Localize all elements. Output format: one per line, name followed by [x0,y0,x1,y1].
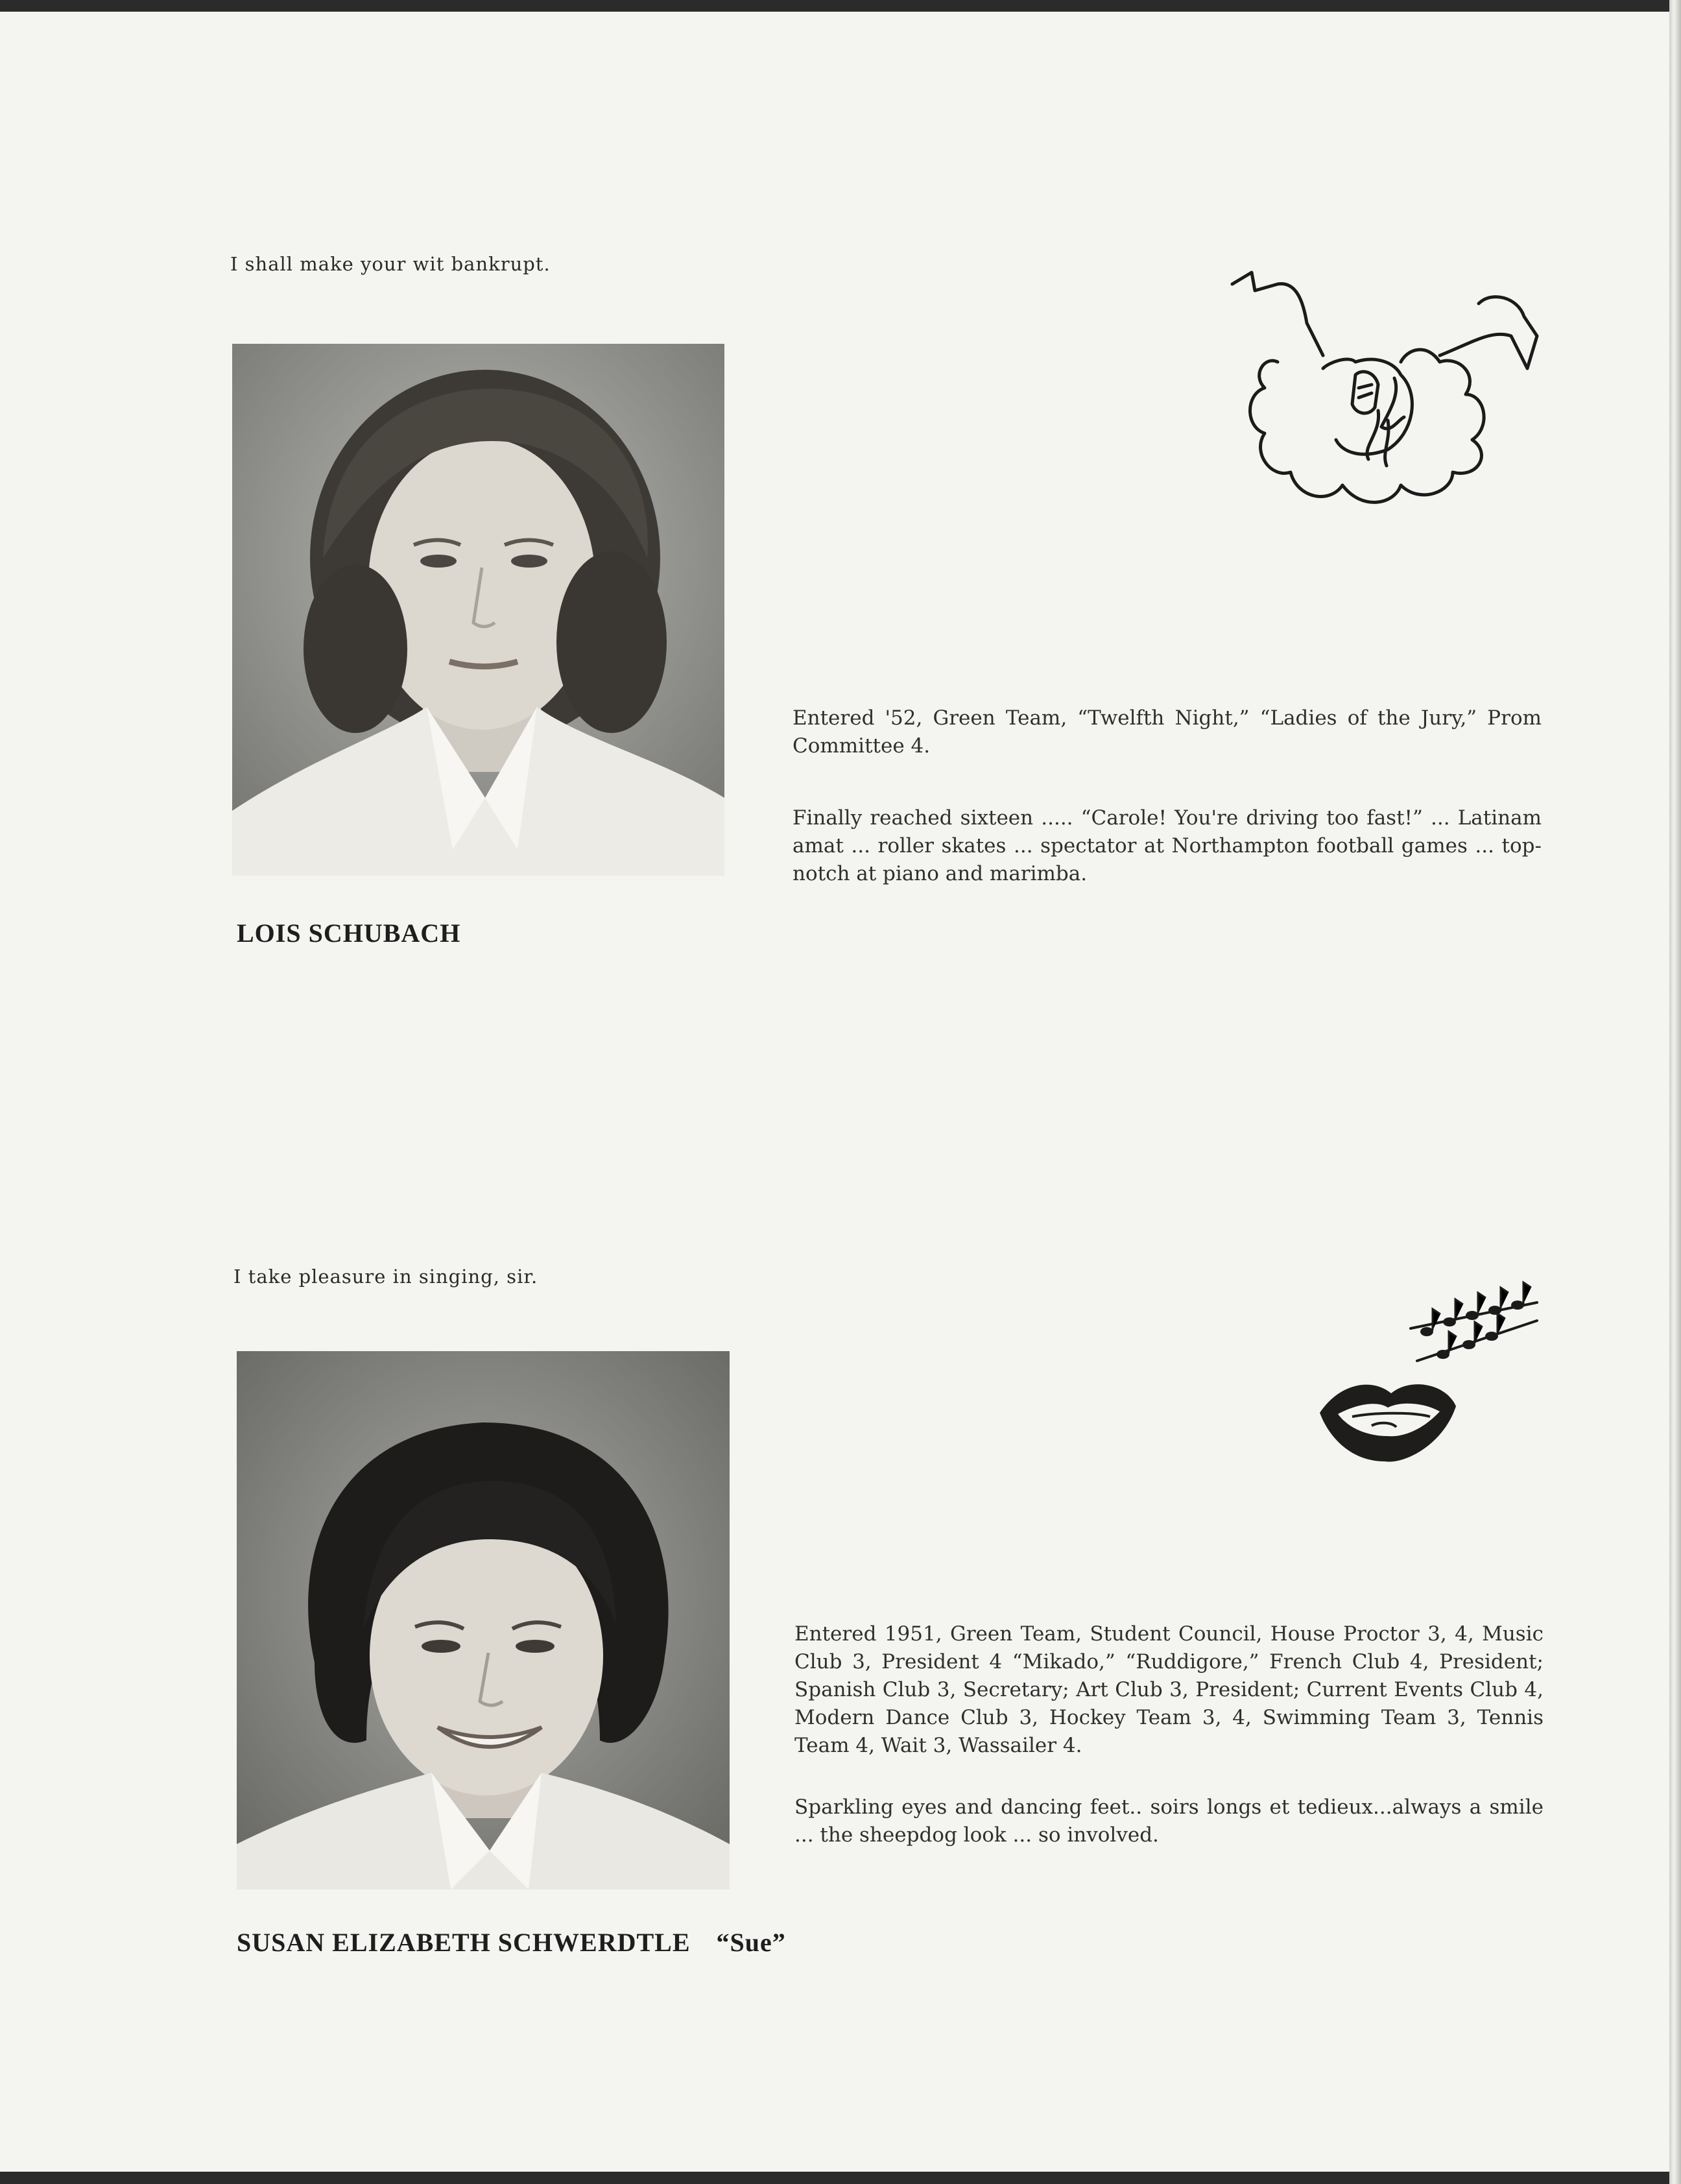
student-full-name: LOIS SCHUBACH [237,918,461,948]
student-nickname: “Sue” [716,1928,786,1957]
student-motto: I shall make your wit bankrupt. [230,253,551,275]
student-portrait-photo [237,1351,730,1890]
bib-drawing-icon [1226,265,1550,559]
student-name [237,918,486,948]
student-activities: Entered '52, Green Team, “Twelfth Night,” “Ladies of the Jury,” Prom Committee 4. [793,706,1542,758]
student-portrait-photo [232,344,724,876]
singing-lips-icon [1313,1264,1547,1480]
student-activities: Entered 1951, Green Team, Student Council, House Proctor 3, 4, Music Club 3, President 4 “Mikado,” “Ruddigore,” French Club 4, President; Spanish Club 3, Secretary; Art Club 3, President; Current Events Club 4, Modern Dance Club 3, Hockey Team 3, 4, Swimming Team 3, Tennis Team 4, Wait 3, Wassailer 4. [794,1622,1544,1757]
yearbook-page [0,12,1673,2172]
page-edge [1669,0,1681,2184]
student-motto: I take pleasure in singing, sir. [233,1266,538,1288]
student-name [237,1927,786,1958]
student-full-name: SUSAN ELIZABETH SCHWERDTLE [237,1928,691,1957]
student-description: Sparkling eyes and dancing feet.. soirs longs et tedieux...always a smile ... the sheepdog look ... so involved. [794,1795,1544,1847]
student-description: Finally reached sixteen ..... “Carole! You're driving too fast!” ... Latinam amat ... roller skates ... spectator at Northampton football games ... top-notch at piano and marimba. [793,806,1542,885]
